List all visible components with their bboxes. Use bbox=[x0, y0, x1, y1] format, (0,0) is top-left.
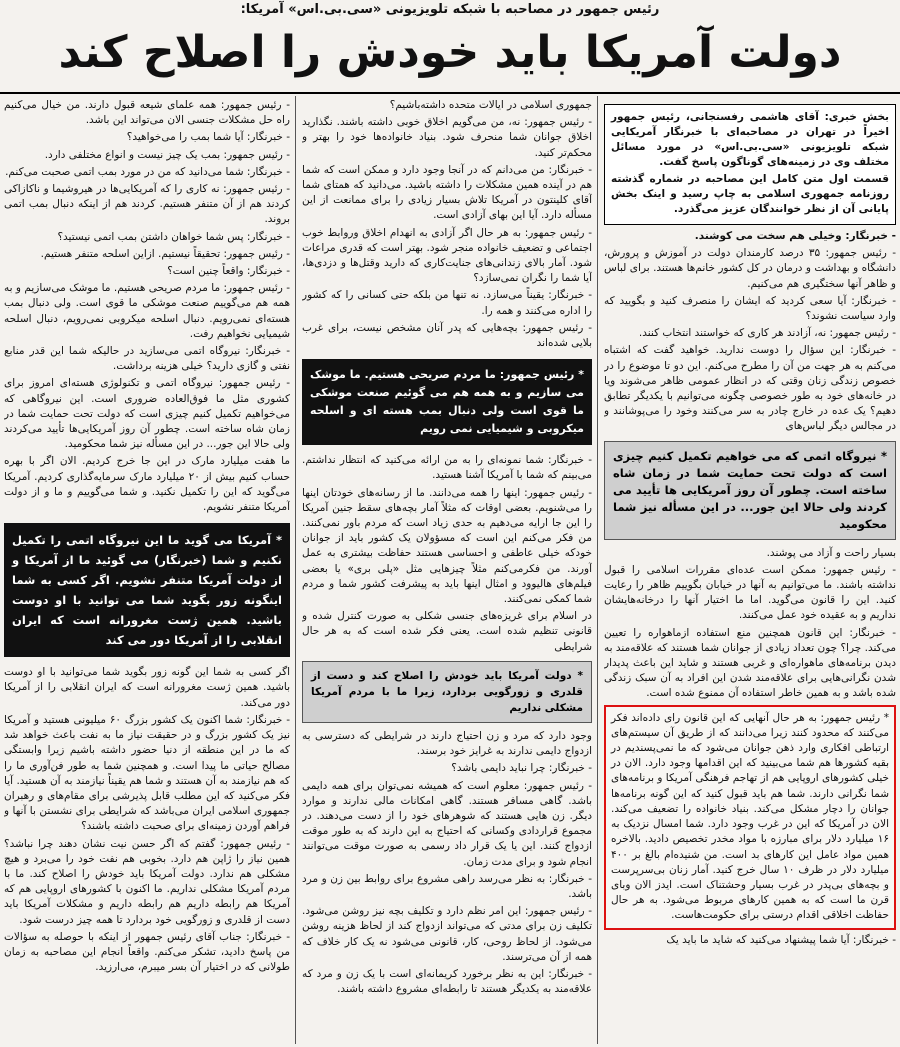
paragraph: - رئیس جمهور: ممکن است عده‌ای مقررات اسلامی را قبول نداشته باشند. ما می‌توانیم به آنها در خیابان بگوییم ظاهر را رعایت کنید. این را قانون می‌گوید. اما ما اختیار آنها را درخانه‌هایشان نداریم و به عقیده خود عمل می‌کنند. bbox=[604, 563, 896, 622]
paragraph: - خبرنگار: من می‌دانم که در آنجا وجود دارد و ممکن است که شما هم در آینده همین مشکلات را داشته باشید. می‌دانید که همتای شما آقای کلینتون در آمریکا تلاش بسیار زیادی را برای ممانعت از این مسأله دارد. آیا این بهای آزادی است. bbox=[302, 163, 592, 222]
question: - خبرنگار: وخیلی هم سخت می کوشند. bbox=[694, 230, 896, 242]
column-middle bbox=[302, 98, 592, 1043]
paragraph: - خبرنگار: آیا سعی کردید که ایشان را منصرف کنید و بگویید که وارد سیاست نشوند؟ bbox=[604, 294, 896, 323]
paragraph: بسیار راحت و آزاد می پوشند. bbox=[766, 546, 896, 559]
highlighted-paragraph: * رئیس جمهور: به هر حال آنهایی که این قانون رای داده‌اند فکر می‌کنند که محدود کنند زیرا می‌دانند که از طریق آن سیستم‌های ارتباطی افکاری وارد ذهن جوانان می‌شود که ما نمی‌پسندیم در بقیه کشورها هم شما می‌بینید که این اقدامها وجود دارد. الان در خیلی کشورهای اروپایی هم از تهاجم فرهنگی آمریکا و برنامه‌های شما نگرانی دارند. شما هم باید قبول کنید که این گونه برنامه‌ها جوانان را دچار مشکل می‌کند. بنیاد خانواده را تضعیف می‌کند. الان در آمریکا که این در غرب وجود دارد. شما امسال نزدیک به ۱۶ میلیارد دلار برای مبارزه با مواد مخدر تخصیص دادید. بالاخره همین مواد عامل این کارهای بد است. من شنیده‌ام بالغ بر ۴۰۰ میلیارد دلار در ظرف ۱۰ سال خرج کنید. آمار زنان بی‌سرپرست و بچه‌های بی‌پدر در غرب بسیار وحشتناک است. ایدز الان وبای قرن ما است که به همین کارهای مربوط می‌شود. به هر حال حفاظت اخلاقی اقدام درستی برای حکومت‌هاست. bbox=[604, 705, 896, 930]
column-right bbox=[604, 98, 896, 1043]
paragraph: - خبرنگار: شما اکنون یک کشور بزرگ ۶۰ میلیونی هستید و آمریکا نیز یک کشور بزرگ و در حقیقت نیاز ما به نفت باعث خواهد شد که ما در این منطقه از دنیا حضور داشته باشیم زیرا وابستگی مصالح حیاتی ما پیدا است. و همچنین شما به طور فن‌آوری ما را که هم نیازمند به آن هستند و شما هم یقیناً نیازمند به آن هستید. آیا فکر می‌کنید که این مطلب قابل پذیرشی برای مقام‌های و رهبران جمهوری اسلامی ایران می‌باشد که شرایطی برای نشستن با آنها و فراهم آوردن زمینه‌ای برای صحبت داشته باشند؟ bbox=[4, 713, 290, 833]
news-intro: قسمت اول متن کامل این مصاحبه در شماره گذشته روزنامه جمهوری اسلامی به چاپ رسید و اینک بخش پایانی آن از نظر خوانندگان عزیز می‌گذرد. bbox=[611, 173, 889, 215]
paragraph: - خبرنگار: جناب آقای رئیس جمهور از اینکه با حوصله به سؤالات من پاسخ دادید، تشکر می‌کنم. واقعاً انجام این مصاحبه به زمان طولانی که در اختیار آن بسر میبرم، می‌ارزید. bbox=[4, 930, 290, 974]
paragraph: - خبرنگار: شما نمونه‌ای را به من ارائه می‌کنید که انتظار نداشتم. می‌بینم که شما با آمریکا آشنا هستید. bbox=[302, 454, 592, 482]
paragraph: - خبرنگار: آیا شما پیشنهاد می‌کنید که شاید ما باید یک bbox=[666, 933, 896, 946]
paragraph: - خبرنگار: نیروگاه اتمی می‌سازید در حالیکه شما این قدر منابع نفتی و گازی دارید؟ خیلی هزینه برداشت. bbox=[4, 345, 290, 373]
paragraph: - خبرنگار: یقیناً می‌سازد. نه تنها من بلکه حتی کسانی را که کشور را اداره می‌کنند و همه را. bbox=[302, 289, 592, 317]
paragraph: - رئیس جمهور: بچه‌هایی که پدر آنان مشخص نیست، برای غرب بلایی شده‌اند bbox=[302, 321, 592, 350]
paragraph: - رئیس جمهور: این امر نظم دارد و تکلیف بچه نیز روشن می‌شود. تکلیف زن برای مدتی که می‌تواند ازدواج کند از لحاظ هزینه روشن می‌شود. از لحاظ روحی، کار، قانونی می‌شود نه یک کار خلاف که همه از آن می‌ترسند. bbox=[302, 905, 592, 963]
paragraph: - خبرنگار: به نظر می‌رسد راهی مشروع برای روابط بین زن و مرد باشد. bbox=[302, 872, 592, 900]
paragraph: - رئیس جمهور: نه، من می‌گویم اخلاق خوبی داشته باشند. نگذارید اخلاق جوانان شما منحرف شود. بنیاد خانواده‌ها خود را بهتر و محکم‌تر کنید. bbox=[302, 116, 592, 159]
news-lead: بخش خبری: آقای هاشمی رفسنجانی، رئیس جمهور اخیراً در تهران در مصاحبه‌ای با خبرنگار آمریکایی شبکه تلویزیونی «سی.بی.اس» در مورد مسائل مختلف وی در زمینه‌های گوناگون پاسخ گفت. bbox=[611, 111, 889, 168]
paragraph: - رئیس جمهور: به هر حال اگر آزادی به انهدام اخلاق وروابط خوب اجتماعی و تضعیف خانواده منجر شود. بهتر است که قدری مراعات شود. آمار بالای زندانی‌های جنایت‌کاری که دارید وقتل‌ها و دزدی‌ها، آیا شما را نگران نمی‌سازد؟ bbox=[302, 226, 592, 285]
news-intro-box bbox=[604, 104, 896, 225]
paragraph: - رئیس جمهور: تحقیقاً نیستیم. ازاین اسلحه متنفر هستیم. bbox=[40, 247, 290, 260]
paragraph: - رئیس جمهور: نه کاری را که آمریکایی‌ها در هیروشیما و ناکازاکی کردند هم از آن متنفر هستیم. کردند هم از اینکه دنبال بمب اتمی بروند. bbox=[4, 183, 290, 226]
column-divider bbox=[597, 96, 598, 1044]
subheadline: رئیس جمهور در مصاحبه با شبکه تلویزیونی «سی.بی.اس» آمریکا: bbox=[240, 2, 660, 17]
headline: دولت آمریکا باید خودش را اصلاح کند bbox=[58, 27, 842, 78]
paragraph: - رئیس جمهور: نیروگاه اتمی و تکنولوژی هسته‌ای امروز برای کشوری مثل ما فوق‌العاده ضروری است. این نیروگاهی که می‌خواهیم تکمیل کنیم چیزی است که دولت تحت حمایت شما در زمان شاه ساخته است. چطور آن روز آمریکایی‌ها تأیید می‌کردند ولی حالا این جور... در این مسأله نیز شما محکومید. bbox=[4, 377, 290, 451]
pull-quote-dark: * رئیس جمهور: ما مردم صریحی هستیم. ما موشک می سازیم و به همه هم می گوئیم صنعت موشکی ما قوی است ولی دنبال بمب هسته ای و اسلحه میکروبی و شیمیایی نمی رویم bbox=[302, 359, 592, 445]
paragraph: - رئیس جمهور: اینها را همه می‌دانند. ما از رسانه‌های خودتان اینها را می‌شنویم. بعضی اوقات که مثلاً آمار بچه‌های سقط جنین آمریکا را این جا ارایه می‌دهیم به حدی زیاد است که مردم باور نمی‌کنند. من فکر می‌کنم این است که مسؤولان یک کشور باید از جوانان خودکه خیلی عاطفی و احساسی هستند حفاظت بیشتری به عمل آورند. من فکرمی‌کنم مثلاً چیزهایی مثل «پلی بری» یا بعضی فیلم‌های هالیوود و امثال اینها باید به پیشرفت کشور شما و مردم شما کمکی نمی‌کنند. bbox=[302, 486, 592, 606]
header-rule bbox=[0, 92, 900, 94]
pull-quote-dark: * آمریکا می گوید ما این نیروگاه اتمی را تکمیل نکنیم و شما (خبرنگار) می گوئید ما از آمریکا و از دولت آمریکا متنفر نشویم. اگر کسی به شما اینگونه زور بگوید شما می توانید با او دوست باشید. همین ژست مغرورانه است که ایران انقلابی را از آمریکا دور می کند bbox=[4, 523, 290, 657]
paragraph: اگر کسی به شما این گونه زور بگوید شما می‌توانید با او دوست باشید. همین ژست مغرورانه است که ایران انقلابی را از آمریکا دور می‌کند. bbox=[4, 666, 290, 709]
paragraph: - خبرنگار: چرا نباید دایمی باشد؟ bbox=[451, 762, 592, 775]
paragraph: - خبرنگار: این به نظر برخورد کریمانه‌ای است با یک زن و مرد که علاقه‌مند به یکدیگر هستند تا رابطه‌ای مشروع داشته باشند. bbox=[302, 967, 592, 996]
paragraph: - خبرنگار: پس شما خواهان داشتن بمب اتمی نیستید؟ bbox=[57, 230, 290, 243]
paragraph: - رئیس جمهور: ما مردم صریحی هستیم. ما موشک می‌سازیم و به همه هم می‌گوییم صنعت موشکی ما قوی است. ولی دنبال بمب هسته‌ای نمی‌رویم. دنبال اسلحه میکروبی نمی‌رویم، دنبال اسلحه شیمیایی نخواهیم رفت. bbox=[4, 282, 290, 340]
paragraph: - رئیس جمهور: گفتم که اگر حسن نیت نشان دهند چرا نباشد؟ همین نیاز را ژاپن هم دارد. بخوبی هم نفت خود را می‌برد و هیچ مشکلی هم ندارد. دولت آمریکا باید خودش را اصلاح کند. ما با مردم آمریکا مشکلی نداریم. ما اکنون با کشورهای اروپایی هم که آمریکا هم رابطه داریم هم رابطه داریم و مشکلات آمریکا باید دست از قلدری و زورگویی خود بردارد تا همه چیز درست شود. bbox=[4, 837, 290, 926]
column-left bbox=[4, 98, 290, 1043]
paragraph: - رئیس جمهور: نه، آزادند هر کاری که خواستند انتخاب کنند. bbox=[638, 327, 896, 340]
column-divider bbox=[295, 96, 296, 1044]
paragraph: - رئیس جمهور: معلوم است که همیشه نمی‌توان برای همه دایمی باشد. گاهی مسافر هستند. گاهی امکانات مالی ندارند و موارد دیگر. زن هایی هستند که شوهرهای خود را از دست می‌دهند. در مجموع قراردادی وکسانی که احتیاج به این دارند که به طور موقت ازدواج کنند. این یا یک قرار داد رسمی به صورت موقت می‌توانند انجام شود و برای مدت زمان. bbox=[302, 779, 592, 868]
pull-quote-grey: * دولت آمریکا باید خودش را اصلاح کند و دست از قلدری و زورگویی بردارد، زیرا ما با مردم آمریکا مشکلی نداریم bbox=[302, 661, 592, 723]
paragraph: - خبرنگار: این سؤال را دوست ندارید. خواهید گفت که اشتباه می‌کنم به هر جهت من آن را مطرح می‌کنم. این دو تا موضوع را در خصوص زندگی زنان وقتی که در انظار عمومی ظاهر می‌شوند ویا در خانه‌های خود به طور خصوصی چگونه می‌توانیم با یکدیگر تطابق دهیم؟ یک عده در خارج چادر به سر می‌کنند وخود را می‌پوشانند و در مجالس دیگر لباس‌های bbox=[604, 344, 896, 433]
paragraph: در اسلام برای غریزه‌های جنسی شکلی به صورت کنترل شده و قانونی تنظیم شده است. یعنی فکر شده است که به هر حال شرایطی bbox=[302, 610, 592, 653]
paragraph: وجود دارد که مرد و زن احتیاج دارند در شرایطی که دسترسی به ازدواج دایمی ندارند به غرایز خود برسند. bbox=[302, 729, 592, 758]
paragraph: - خبرنگار: این قانون همچنین منع استفاده ازماهواره را تعیین می‌کند. چرا؟ چون تعداد زیادی از جوانان شما هستند که علاقه‌مند به دیدن برنامه‌های ماهواره‌ای و غربی هستند و شاید این باعث پدیدار شدن نگرانی‌هایی برای علاقه‌مند شدن این افراد به آن سبک زندگی شده باشد و به همین خاطر استفاده آن ممنوع شده است. bbox=[604, 626, 896, 700]
pull-quote-grey: * نیروگاه اتمی که می خواهیم تکمیل کنیم چیزی است که دولت تحت حمایت شما در زمان شاه ساخته است. چطور آن روز آمریکایی ها تأیید می کردند ولی حالا این جور... در این مسأله نیز شما محکومید bbox=[604, 441, 896, 540]
paragraph: - رئیس جمهور: ۳۵ درصد کارمندان دولت در آموزش و پرورش، دانشگاه و بهداشت و درمان در کل کشور خانم‌ها هستند. برای لباس و ظاهر آنها سختگیری هم می‌کنیم. bbox=[604, 247, 896, 290]
paragraph: - خبرنگار: آیا شما بمب را می‌خواهید؟ bbox=[126, 131, 290, 144]
paragraph: جمهوری اسلامی در ایالات متحده داشته‌باشیم؟ bbox=[389, 99, 592, 111]
paragraph: - رئیس جمهور: بمب یک چیز نیست و انواع مختلفی دارد. bbox=[44, 148, 290, 161]
paragraph: - خبرنگار: واقعاً چنین است؟ bbox=[167, 265, 290, 278]
paragraph: ما هفت میلیارد مارک در این جا خرج کردیم. الان اگر با بهره حساب کنیم بیش از ۲۰ میلیارد مارک سرمایه‌گذاری کردیم. آمریکا می‌گوید که این را تکمیل نکنید. و شما می‌گوییم و ما و از دولت آمریکا متنفر نشویم. bbox=[4, 455, 290, 514]
paragraph: - خبرنگار: شما می‌دانید که من در مورد بمب اتمی صحبت می‌کنم. bbox=[5, 165, 290, 178]
paragraph: - رئیس جمهور: همه علمای شیعه قبول دارند. من خیال می‌کنیم راه حل مشکلات جنسی الان می‌تواند این باشد. bbox=[4, 99, 290, 127]
